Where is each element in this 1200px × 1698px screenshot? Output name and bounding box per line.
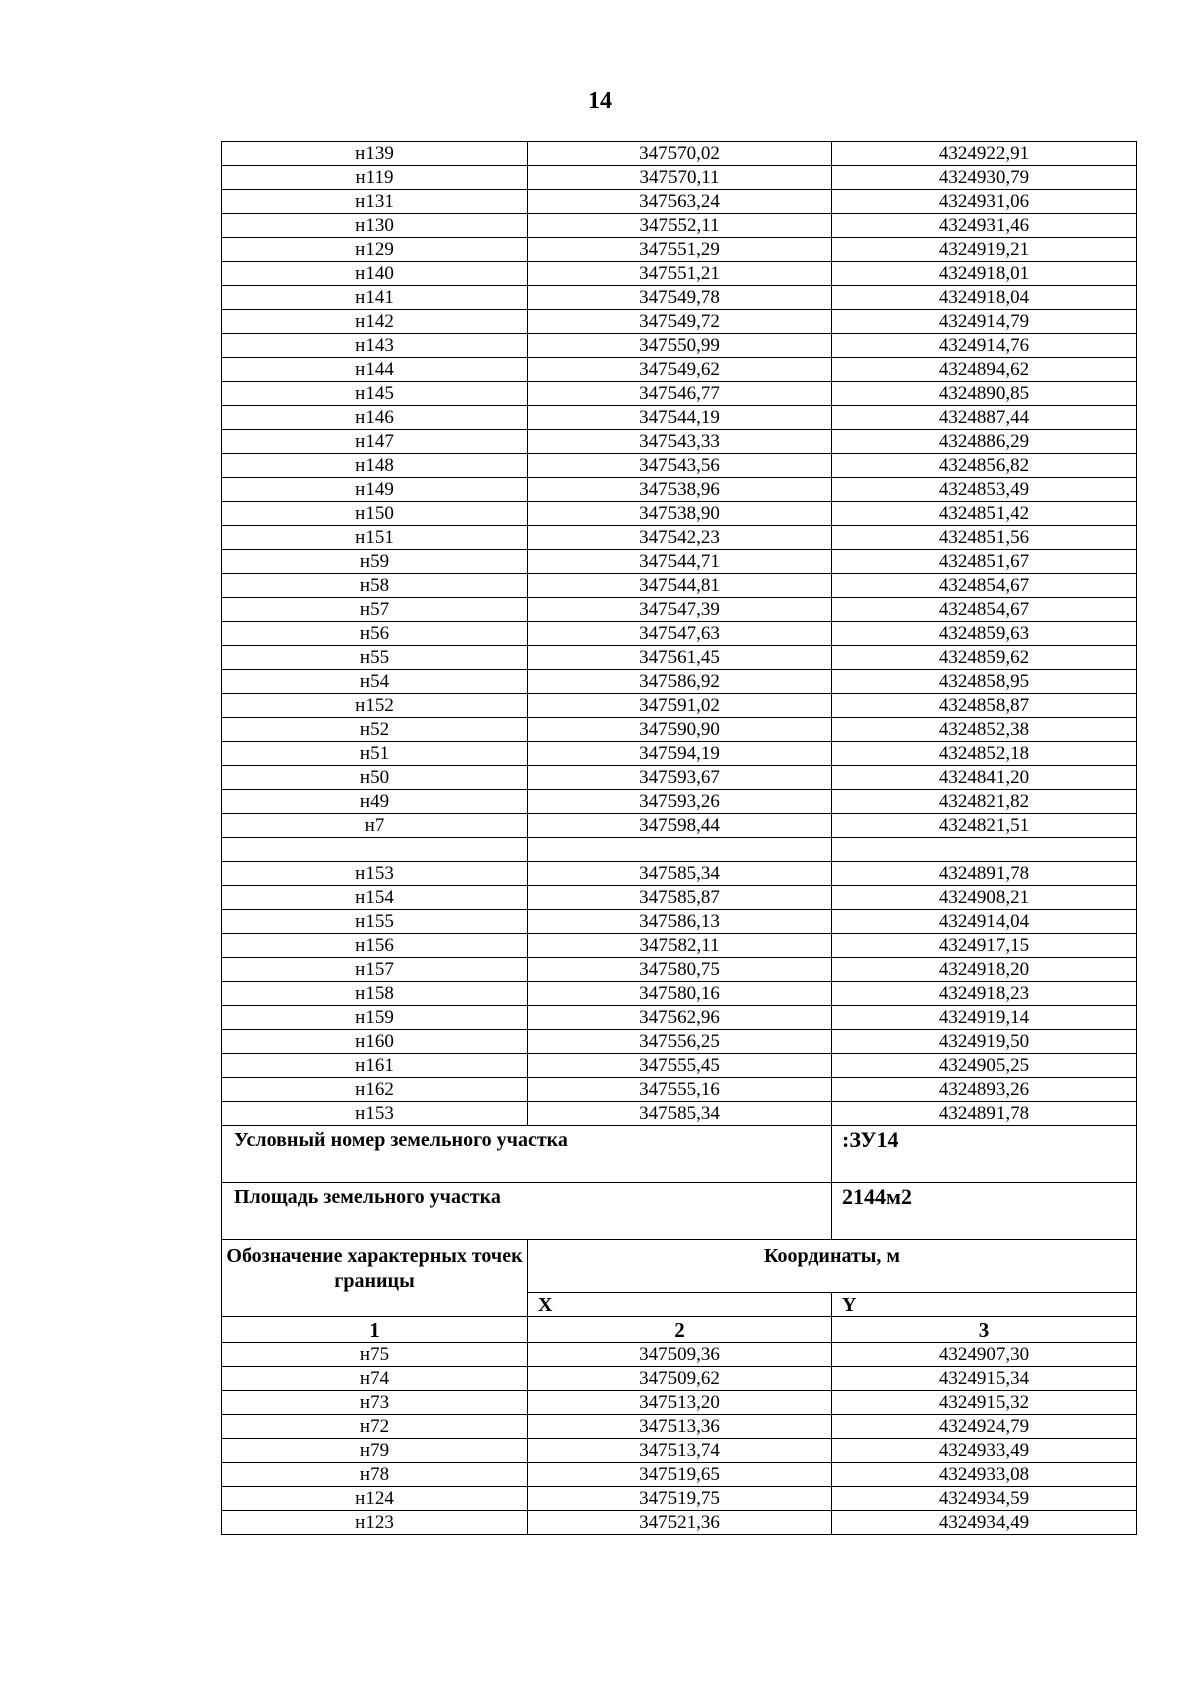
parcel-number-row: [222, 1126, 1137, 1183]
point-name-cell: н156: [222, 934, 528, 958]
table-row: [222, 670, 1137, 694]
point-name-cell: н141: [222, 286, 528, 310]
point-name-cell: н119: [222, 166, 528, 190]
table-row: [222, 1054, 1137, 1078]
x-coordinate-cell: 347538,96: [528, 478, 832, 502]
table-row: [222, 1391, 1137, 1415]
table-row: [222, 358, 1137, 382]
y-coordinate-cell: 4324918,23: [832, 982, 1137, 1006]
x-coordinate-cell: 347582,11: [528, 934, 832, 958]
y-coordinate-cell: 4324905,25: [832, 1054, 1137, 1078]
x-coordinate-cell: 347521,36: [528, 1511, 832, 1535]
y-coordinate-cell: 4324919,14: [832, 1006, 1137, 1030]
y-coordinate-cell: 4324854,67: [832, 574, 1137, 598]
point-name-cell: н151: [222, 526, 528, 550]
x-coordinate-cell: 347549,78: [528, 286, 832, 310]
table-row: [222, 1415, 1137, 1439]
y-coordinate-cell: 4324891,78: [832, 862, 1137, 886]
coordinates-rows-part-2: [222, 1343, 1137, 1535]
y-coordinate-cell: 4324915,34: [832, 1367, 1137, 1391]
y-coordinate-cell: 4324915,32: [832, 1391, 1137, 1415]
x-coordinate-cell: 347570,11: [528, 166, 832, 190]
y-coordinate-cell: 4324852,18: [832, 742, 1137, 766]
table-row: [222, 790, 1137, 814]
point-name-cell: н159: [222, 1006, 528, 1030]
x-coordinate-cell: 347544,19: [528, 406, 832, 430]
x-coordinate-cell: 347513,74: [528, 1439, 832, 1463]
point-name-cell: н131: [222, 190, 528, 214]
point-name-cell: н144: [222, 358, 528, 382]
table-row: [222, 766, 1137, 790]
coordinates-table: [221, 141, 1137, 1535]
y-coordinate-cell: 4324933,49: [832, 1439, 1137, 1463]
table-row: [222, 406, 1137, 430]
x-coordinate-cell: 347586,92: [528, 670, 832, 694]
x-coordinate-cell: 347509,36: [528, 1343, 832, 1367]
x-coordinate-cell: 347590,90: [528, 718, 832, 742]
table-row: [222, 334, 1137, 358]
table-row: [222, 1102, 1137, 1126]
y-coordinate-cell: 4324934,49: [832, 1511, 1137, 1535]
coordinates-column-header: Координаты, м: [528, 1240, 1137, 1293]
table-row: [222, 622, 1137, 646]
y-axis-header: Y: [832, 1293, 1137, 1317]
y-coordinate-cell: 4324859,63: [832, 622, 1137, 646]
x-coordinate-cell: 347580,75: [528, 958, 832, 982]
y-coordinate-cell: 4324856,82: [832, 454, 1137, 478]
table-row: [222, 1487, 1137, 1511]
point-name-cell: н130: [222, 214, 528, 238]
parcel-area-label: Площадь земельного участка: [222, 1183, 832, 1240]
x-coordinate-cell: 347543,33: [528, 430, 832, 454]
y-coordinate-cell: 4324933,08: [832, 1463, 1137, 1487]
column-number-1: 1: [222, 1317, 528, 1343]
y-coordinate-cell: 4324931,46: [832, 214, 1137, 238]
table-row: [222, 862, 1137, 886]
y-coordinate-cell: 4324853,49: [832, 478, 1137, 502]
y-coordinate-cell: 4324852,38: [832, 718, 1137, 742]
x-coordinate-cell: 347598,44: [528, 814, 832, 838]
y-coordinate-cell: 4324894,62: [832, 358, 1137, 382]
point-name-cell: н7: [222, 814, 528, 838]
table-row: [222, 310, 1137, 334]
x-coordinate-cell: [528, 838, 832, 862]
x-coordinate-cell: 347591,02: [528, 694, 832, 718]
x-coordinate-cell: 347519,65: [528, 1463, 832, 1487]
x-coordinate-cell: 347542,23: [528, 526, 832, 550]
x-coordinate-cell: 347550,99: [528, 334, 832, 358]
y-coordinate-cell: 4324841,20: [832, 766, 1137, 790]
y-coordinate-cell: 4324931,06: [832, 190, 1137, 214]
column-number-row: [222, 1317, 1137, 1343]
x-coordinate-cell: 347551,29: [528, 238, 832, 262]
y-coordinate-cell: 4324854,67: [832, 598, 1137, 622]
page-number: 14: [588, 88, 612, 114]
table-row: [222, 694, 1137, 718]
point-name-cell: н155: [222, 910, 528, 934]
x-coordinate-cell: 347585,34: [528, 862, 832, 886]
table-row: [222, 718, 1137, 742]
parcel-area-row: [222, 1183, 1137, 1240]
x-coordinate-cell: 347549,62: [528, 358, 832, 382]
y-coordinate-cell: 4324908,21: [832, 886, 1137, 910]
x-coordinate-cell: 347585,34: [528, 1102, 832, 1126]
point-name-cell: н142: [222, 310, 528, 334]
table-row: [222, 550, 1137, 574]
table-row: [222, 430, 1137, 454]
x-coordinate-cell: 347513,20: [528, 1391, 832, 1415]
points-column-header: Обозначение характерных точек границы: [222, 1240, 528, 1317]
table-row: [222, 910, 1137, 934]
point-name-cell: н160: [222, 1030, 528, 1054]
table-row: [222, 526, 1137, 550]
y-coordinate-cell: 4324930,79: [832, 166, 1137, 190]
coordinates-rows-part-1: [222, 142, 1137, 1126]
table-header-row: [222, 1240, 1137, 1293]
y-coordinate-cell: 4324886,29: [832, 430, 1137, 454]
point-name-cell: н140: [222, 262, 528, 286]
table-row: [222, 262, 1137, 286]
y-coordinate-cell: 4324821,82: [832, 790, 1137, 814]
parcel-area-value: 2144м2: [832, 1183, 1137, 1240]
table-row: [222, 166, 1137, 190]
y-coordinate-cell: 4324887,44: [832, 406, 1137, 430]
point-name-cell: н72: [222, 1415, 528, 1439]
y-coordinate-cell: 4324858,95: [832, 670, 1137, 694]
table-row: [222, 1463, 1137, 1487]
point-name-cell: н55: [222, 646, 528, 670]
table-row: [222, 598, 1137, 622]
x-coordinate-cell: 347586,13: [528, 910, 832, 934]
x-coordinate-cell: 347585,87: [528, 886, 832, 910]
point-name-cell: н157: [222, 958, 528, 982]
x-coordinate-cell: 347593,26: [528, 790, 832, 814]
point-name-cell: н49: [222, 790, 528, 814]
y-coordinate-cell: 4324914,04: [832, 910, 1137, 934]
table-row: [222, 454, 1137, 478]
y-coordinate-cell: 4324907,30: [832, 1343, 1137, 1367]
x-coordinate-cell: 347544,81: [528, 574, 832, 598]
y-coordinate-cell: [832, 838, 1137, 862]
y-coordinate-cell: 4324924,79: [832, 1415, 1137, 1439]
table-row: [222, 1367, 1137, 1391]
table-row: [222, 886, 1137, 910]
x-coordinate-cell: 347538,90: [528, 502, 832, 526]
table-row: [222, 838, 1137, 862]
y-coordinate-cell: 4324914,79: [832, 310, 1137, 334]
column-number-2: 2: [528, 1317, 832, 1343]
table-row: [222, 934, 1137, 958]
table-row: [222, 574, 1137, 598]
x-coordinate-cell: 347555,16: [528, 1078, 832, 1102]
point-name-cell: н58: [222, 574, 528, 598]
point-name-cell: [222, 838, 528, 862]
x-coordinate-cell: 347593,67: [528, 766, 832, 790]
y-coordinate-cell: 4324934,59: [832, 1487, 1137, 1511]
y-coordinate-cell: 4324918,01: [832, 262, 1137, 286]
y-coordinate-cell: 4324919,50: [832, 1030, 1137, 1054]
table-row: [222, 814, 1137, 838]
x-coordinate-cell: 347547,63: [528, 622, 832, 646]
point-name-cell: н143: [222, 334, 528, 358]
y-coordinate-cell: 4324918,04: [832, 286, 1137, 310]
y-coordinate-cell: 4324890,85: [832, 382, 1137, 406]
table-row: [222, 1439, 1137, 1463]
y-coordinate-cell: 4324914,76: [832, 334, 1137, 358]
point-name-cell: н78: [222, 1463, 528, 1487]
x-coordinate-cell: 347509,62: [528, 1367, 832, 1391]
table-row: [222, 478, 1137, 502]
point-name-cell: н152: [222, 694, 528, 718]
x-coordinate-cell: 347551,21: [528, 262, 832, 286]
point-name-cell: н54: [222, 670, 528, 694]
y-coordinate-cell: 4324851,56: [832, 526, 1137, 550]
point-name-cell: н153: [222, 1102, 528, 1126]
x-coordinate-cell: 347552,11: [528, 214, 832, 238]
point-name-cell: н129: [222, 238, 528, 262]
point-name-cell: н147: [222, 430, 528, 454]
x-coordinate-cell: 347546,77: [528, 382, 832, 406]
y-coordinate-cell: 4324922,91: [832, 142, 1137, 166]
point-name-cell: н162: [222, 1078, 528, 1102]
y-coordinate-cell: 4324891,78: [832, 1102, 1137, 1126]
point-name-cell: н154: [222, 886, 528, 910]
point-name-cell: н161: [222, 1054, 528, 1078]
point-name-cell: н149: [222, 478, 528, 502]
y-coordinate-cell: 4324893,26: [832, 1078, 1137, 1102]
column-number-3: 3: [832, 1317, 1137, 1343]
point-name-cell: н145: [222, 382, 528, 406]
point-name-cell: н158: [222, 982, 528, 1006]
x-coordinate-cell: 347555,45: [528, 1054, 832, 1078]
y-coordinate-cell: 4324851,42: [832, 502, 1137, 526]
x-coordinate-cell: 347580,16: [528, 982, 832, 1006]
point-name-cell: н52: [222, 718, 528, 742]
table-row: [222, 214, 1137, 238]
x-coordinate-cell: 347543,56: [528, 454, 832, 478]
point-name-cell: н50: [222, 766, 528, 790]
point-name-cell: н148: [222, 454, 528, 478]
x-coordinate-cell: 347544,71: [528, 550, 832, 574]
y-coordinate-cell: 4324917,15: [832, 934, 1137, 958]
table-row: [222, 742, 1137, 766]
y-coordinate-cell: 4324859,62: [832, 646, 1137, 670]
x-coordinate-cell: 347519,75: [528, 1487, 832, 1511]
x-coordinate-cell: 347563,24: [528, 190, 832, 214]
point-name-cell: н56: [222, 622, 528, 646]
x-coordinate-cell: 347594,19: [528, 742, 832, 766]
y-coordinate-cell: 4324919,21: [832, 238, 1137, 262]
x-axis-header: X: [528, 1293, 832, 1317]
table-row: [222, 1030, 1137, 1054]
point-name-cell: н51: [222, 742, 528, 766]
point-name-cell: н124: [222, 1487, 528, 1511]
table-row: [222, 1078, 1137, 1102]
x-coordinate-cell: 347547,39: [528, 598, 832, 622]
y-coordinate-cell: 4324858,87: [832, 694, 1137, 718]
table-row: [222, 382, 1137, 406]
table-row: [222, 958, 1137, 982]
y-coordinate-cell: 4324851,67: [832, 550, 1137, 574]
table-row: [222, 238, 1137, 262]
parcel-info: [222, 1126, 1137, 1343]
table-row: [222, 982, 1137, 1006]
x-coordinate-cell: 347570,02: [528, 142, 832, 166]
x-coordinate-cell: 347562,96: [528, 1006, 832, 1030]
parcel-number-value: :ЗУ14: [832, 1126, 1137, 1183]
point-name-cell: н73: [222, 1391, 528, 1415]
point-name-cell: н153: [222, 862, 528, 886]
table-row: [222, 190, 1137, 214]
x-coordinate-cell: 347561,45: [528, 646, 832, 670]
table-row: [222, 646, 1137, 670]
x-coordinate-cell: 347549,72: [528, 310, 832, 334]
point-name-cell: н150: [222, 502, 528, 526]
point-name-cell: н75: [222, 1343, 528, 1367]
point-name-cell: н139: [222, 142, 528, 166]
table-row: [222, 1343, 1137, 1367]
table-row: [222, 502, 1137, 526]
x-coordinate-cell: 347513,36: [528, 1415, 832, 1439]
parcel-number-label: Условный номер земельного участка: [222, 1126, 832, 1183]
point-name-cell: н74: [222, 1367, 528, 1391]
point-name-cell: н123: [222, 1511, 528, 1535]
y-coordinate-cell: 4324821,51: [832, 814, 1137, 838]
point-name-cell: н146: [222, 406, 528, 430]
table-row: [222, 142, 1137, 166]
table-row: [222, 1511, 1137, 1535]
point-name-cell: н79: [222, 1439, 528, 1463]
y-coordinate-cell: 4324918,20: [832, 958, 1137, 982]
point-name-cell: н57: [222, 598, 528, 622]
point-name-cell: н59: [222, 550, 528, 574]
table-row: [222, 1006, 1137, 1030]
x-coordinate-cell: 347556,25: [528, 1030, 832, 1054]
table-row: [222, 286, 1137, 310]
